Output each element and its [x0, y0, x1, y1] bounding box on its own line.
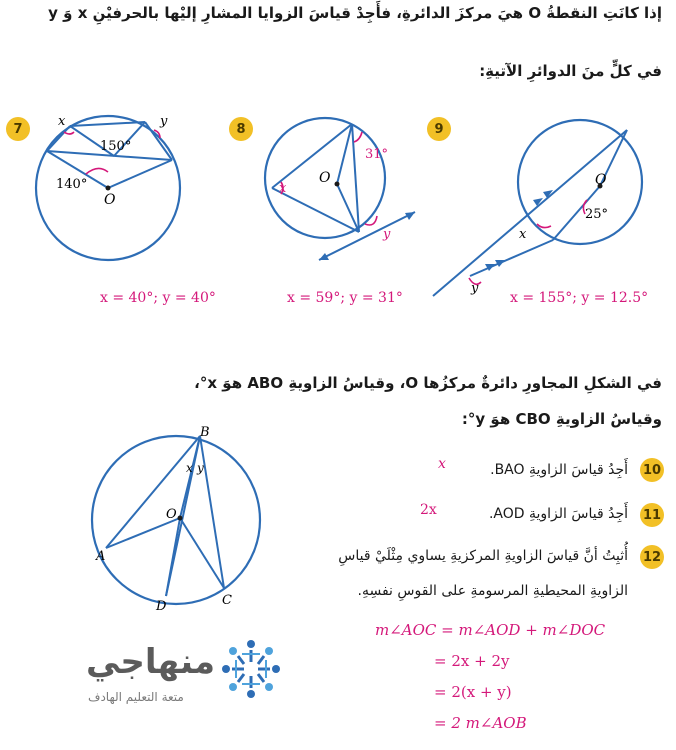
question-10-badge: 10 [640, 458, 664, 482]
figure-7-center-label: O [104, 192, 116, 208]
figure-8-angle-31: 31° [365, 147, 389, 162]
intro-line-1: إذا كانَتِ النقطةُ O هيَ مركزَ الدائرةِ، فأَجِدْ قياسَ الزوايا المشارِ إليْها بالحرفيْنِ x وَ y [48, 4, 662, 22]
question-11-badge: 11 [640, 503, 664, 527]
main-label-d: D [156, 599, 167, 614]
figure-8-x-label: x [279, 181, 287, 196]
figure-7-angle-150: 150° [100, 139, 132, 154]
main-circle-diagram [90, 420, 270, 615]
figure-8-center-label: O [319, 170, 331, 186]
logo-title: منهاجي [86, 642, 216, 682]
figure-7-angle-140: 140° [56, 177, 88, 192]
figure-8-badge: 8 [229, 117, 253, 141]
figure-8-answer: x = 59°; y = 31° [287, 290, 403, 306]
question-12-badge: 12 [640, 545, 664, 569]
question-12-text-line-2: الزاويةِ المحيطيةِ المرسومةِ على القوسِ نفسِهِ. [357, 583, 628, 599]
question-10-text: أَجِدُ قياسَ الزاويةِ BAO. [490, 462, 628, 478]
main-label-o: O [166, 507, 177, 522]
figure-9-answer: x = 155°; y = 12.5° [510, 290, 649, 306]
figure-8-diagram [255, 100, 430, 275]
main-label-c: C [222, 593, 232, 608]
figure-9-x-label: x [519, 227, 527, 242]
figure-9-y-label: y [471, 281, 479, 296]
main-label-y: y [197, 461, 204, 475]
question-12-text-line-1: أُثبِتُ أنَّ قياسَ الزاويةِ المركزيةِ يساوي مِثْلَيْ قياسِ [338, 548, 628, 564]
figure-8-y-label: y [383, 227, 391, 242]
figure-7-badge: 7 [6, 117, 30, 141]
question-11-answer: 2x [420, 502, 437, 518]
proof-line-2: = 2x + 2y [434, 652, 510, 670]
logo-mark-icon [218, 636, 284, 702]
section2-line-2: وقياسُ الزاويةِ CBO هوَ y°: [461, 410, 662, 428]
section2-line-1: في الشكلِ المجاورِ دائرةٌ مركزُها O، وقياسُ الزاويةِ ABO هوَ x°، [194, 374, 662, 392]
figure-7-answer: x = 40°; y = 40° [100, 290, 216, 306]
figure-9-center-label: O [595, 172, 607, 188]
figure-7-x-label: x [58, 114, 66, 129]
question-10-answer: x [438, 456, 446, 472]
figure-7-y-label: y [160, 114, 168, 129]
figure-9-badge: 9 [427, 117, 451, 141]
main-label-a: A [96, 549, 106, 564]
main-label-b: B [200, 425, 210, 440]
figure-9-angle-25: 25° [585, 207, 609, 222]
figure-9-diagram [425, 100, 665, 300]
proof-line-1: m∠AOC = m∠AOD + m∠DOC [375, 621, 606, 639]
proof-line-4: = 2 m∠AOB [434, 714, 527, 732]
main-label-x: x [186, 461, 193, 475]
figure-7-diagram [30, 100, 210, 280]
logo-tagline: متعة التعليم الهادف [88, 690, 184, 704]
proof-line-3: = 2(x + y) [434, 683, 512, 701]
intro-line-2: في كلٍّ منَ الدوائرِ الآتيةِ: [479, 62, 662, 80]
question-11-text: أَجِدُ قياسَ الزاويةِ AOD. [488, 506, 628, 522]
